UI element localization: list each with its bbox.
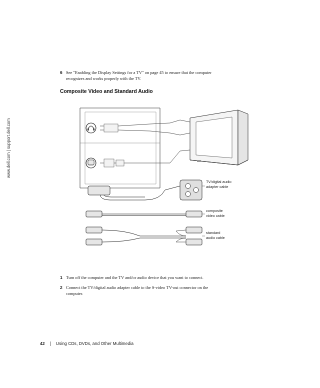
step-2 xyxy=(60,285,290,299)
step-text-line-1: Connect the TV/digital audio adapter cable to the S-video TV-out connector on the xyxy=(66,285,209,290)
s-video-connector-icon xyxy=(86,158,96,168)
computer-to-tv-cables xyxy=(100,120,190,167)
step-text-line-2: recognizes and works properly with the TV. xyxy=(66,76,142,81)
tv-illustration xyxy=(190,110,248,165)
step-number: 2 xyxy=(60,285,63,290)
page-footer xyxy=(40,341,134,346)
section-heading: Composite Video and Standard Audio xyxy=(60,89,153,95)
page-number: 42 xyxy=(40,341,45,346)
adapter-cable-illustration xyxy=(88,180,205,200)
callout-composite-video xyxy=(206,209,225,218)
step-text-line-1: Turn off the computer and the TV and/or audio device that you want to connect. xyxy=(66,275,204,280)
step-text-line-1: See "Enabling the Display Settings for a TV" on page 45 to ensure that the computer xyxy=(66,70,212,75)
step-1 xyxy=(60,275,290,282)
callout-line: video cable xyxy=(206,213,225,218)
callout-line: audio cable xyxy=(206,235,225,240)
callout-line: standard xyxy=(206,231,221,235)
step-number: 6 xyxy=(60,70,63,75)
callout-line: TV/digital audio xyxy=(206,180,232,184)
chapter-title: Using CDs, DVDs, and Other Multimedia xyxy=(55,341,134,346)
standard-audio-cable-illustration xyxy=(86,227,205,245)
step-text-line-2: computer. xyxy=(66,291,84,296)
callout-line: composite xyxy=(206,209,223,213)
step-number: 1 xyxy=(60,275,63,280)
composite-video-cable-illustration xyxy=(86,211,205,217)
footer-separator: | xyxy=(49,341,51,346)
computer-back-panel xyxy=(80,108,160,188)
margin-url-text: www.dell.com | support.dell.com xyxy=(6,118,11,178)
callout-line: adapter cable xyxy=(206,184,229,189)
headphone-jack-icon xyxy=(86,123,96,133)
callout-standard-audio xyxy=(206,231,225,240)
callout-tv-audio-adapter xyxy=(206,180,231,189)
